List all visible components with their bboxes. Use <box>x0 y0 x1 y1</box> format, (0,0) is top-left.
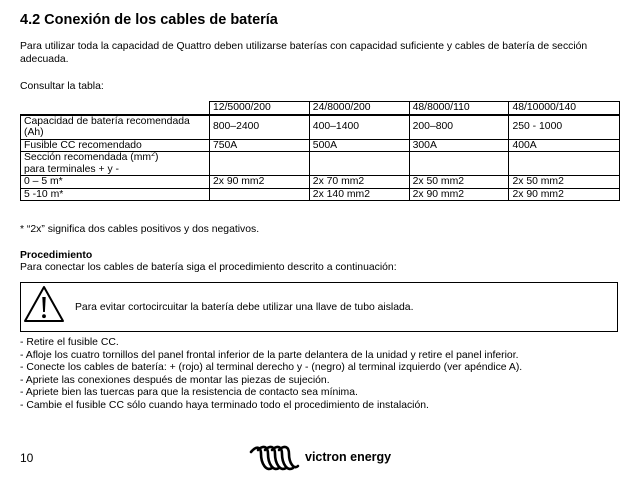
table-cell: 2x 140 mm2 <box>309 188 409 201</box>
column-header: 48/10000/140 <box>509 102 620 115</box>
warning-triangle-icon <box>23 285 65 323</box>
table-cell <box>209 188 309 201</box>
warning-text: Para evitar cortocircuitar la batería debe utilizar una llave de tubo aislada. <box>75 302 414 313</box>
column-header: 48/8000/110 <box>409 102 509 115</box>
row-label-superscript: 2 <box>151 151 155 158</box>
table-cell: 2x 90 mm2 <box>209 176 309 189</box>
procedure-title: Procedimiento <box>20 250 93 261</box>
column-header: 12/5000/200 <box>209 102 309 115</box>
row-label: 0 – 5 m* <box>21 176 210 189</box>
row-label-end: ) <box>154 152 159 163</box>
table-cell: 500A <box>309 139 409 152</box>
table-footnote: * “2x” significa dos cables positivos y dos negativos. <box>20 224 260 235</box>
battery-cable-table <box>20 101 620 201</box>
table-cell <box>409 152 509 176</box>
page-number: 10 <box>20 451 34 465</box>
list-item: - Afloje los cuatro tornillos del panel frontal inferior de la parte delantera de la unidad y retire el panel inferior. <box>20 349 519 361</box>
table-row <box>21 139 620 152</box>
row-label: Fusible CC recomendado <box>21 139 210 152</box>
table-cell <box>509 152 620 176</box>
list-item: - Cambie el fusible CC sólo cuando haya terminado todo el procedimiento de instalación. <box>20 399 429 411</box>
row-label: 5 -10 m* <box>21 188 210 201</box>
procedure-text: Para conectar los cables de batería siga el procedimiento descrito a continuación: <box>20 262 397 273</box>
table-cell: 2x 90 mm2 <box>409 188 509 201</box>
table-cell: 750A <box>209 139 309 152</box>
table-cell: 250 - 1000 <box>509 115 620 140</box>
intro-paragraph: Para utilizar toda la capacidad de Quattro deben utilizarse baterías con capacidad suficiente y cables de batería de sección adecuada. <box>20 41 588 65</box>
table-cell <box>309 152 409 176</box>
list-item: - Apriete las conexiones después de montar las piezas de sujeción. <box>20 374 330 386</box>
warning-box <box>20 282 618 332</box>
table-cell <box>209 152 309 176</box>
table-cell: 300A <box>409 139 509 152</box>
table-cell: 400A <box>509 139 620 152</box>
victron-logo-icon <box>248 444 300 476</box>
list-item: - Conecte los cables de batería: + (rojo) al terminal derecho y - (negro) al terminal izquierdo (ver apéndice A). <box>20 362 523 374</box>
list-item: - Apriete bien las tuercas para que la resistencia de contacto sea mínima. <box>20 387 358 399</box>
consult-text: Consultar la tabla: <box>20 81 104 92</box>
brand-name: victron energy <box>305 450 392 464</box>
table-cell: 2x 70 mm2 <box>309 176 409 189</box>
table-cell: 2x 50 mm2 <box>509 176 620 189</box>
row-label <box>21 152 210 176</box>
table-cell: 2x 90 mm2 <box>509 188 620 201</box>
table-row <box>21 115 620 140</box>
table-corner-cell <box>21 102 210 115</box>
table-row <box>21 152 620 176</box>
table-row <box>21 188 620 201</box>
column-header: 24/8000/200 <box>309 102 409 115</box>
table-row <box>21 176 620 189</box>
row-label-line2: para terminales + y - <box>24 163 119 175</box>
table-header-row <box>21 102 620 115</box>
section-title: 4.2 Conexión de los cables de batería <box>20 12 278 28</box>
table-cell: 200–800 <box>409 115 509 140</box>
procedure-steps <box>20 337 522 413</box>
victron-logo <box>248 444 408 476</box>
row-label-main: Sección recomendada (mm <box>24 152 152 163</box>
row-label: Capacidad de batería recomendada (Ah) <box>21 115 210 140</box>
table-cell: 2x 50 mm2 <box>409 176 509 189</box>
table-cell: 400–1400 <box>309 115 409 140</box>
list-item: - Retire el fusible CC. <box>20 337 119 348</box>
table-cell: 800–2400 <box>209 115 309 140</box>
